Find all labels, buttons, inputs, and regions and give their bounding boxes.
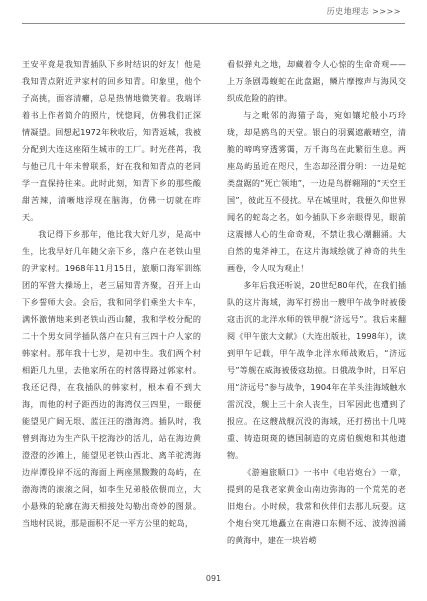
page-header <box>0 0 427 32</box>
paragraph: 与之毗邻的海猫子岛，宛如镶坨般小巧玲珑，却是鸥鸟的天堂。银白的羽翼遮蔽晴空，清脆的啼鸣穿透雾霭，万千海鸟在此繁衍生息。两座岛屿虽近在咫尺，生态却泾渭分明：一边是蛇类盘踞的“死亡领地”，一边是鸟群翱翔的“天空王国”，彼此互不侵扰。早在城里时，我便久仰世界闻名的蛇岛之名，如今插队下乡亲眼得见，眼前这震撼人心的生命奇观，不禁让我心潮翻涌。大自然的鬼斧神工，在这片海域绘就了神奇的共生画卷，令人叹为观止！ <box>227 110 406 273</box>
paragraph: 《游遍旅顺口》一书中《电岩炮台》一章，提到的是我老家黄金山南边弥海的一个荒芜的老旧炮台。小时候，我常和伙伴们去那儿玩耍。这个炮台突兀地矗立在南港口东侧不远、波涛汹涌的黄海中，建在一块岩崂 <box>227 467 406 545</box>
paragraph: 王安平竟是我知青插队下乡时结识的好友！他是我知青点附近尹家村的回乡知青。印象里，他个子高挑，面容清癯，总是热情地微笑着。我端详着书上作者简介的照片，恍惚间，仿佛我们正深情凝望。回想起1972年秋收后，知青返城，我被分配到大连这座陌生城市的工厂。时光荏苒，我与他已几十年未曾联系，好在我和知青点的老同学一直保持往来。此时此刻，知青下乡的那些酸甜苦辣，清晰地浮现在脑海，仿佛一切就在昨天。 <box>22 59 201 222</box>
header-divider <box>22 23 405 24</box>
section-title: 历史地理志 >>>> <box>326 7 401 16</box>
paragraph: 多年后我还听说，20世纪80年代，在我们插队的这片海域，海军打捞出一艘甲午战争时被倭寇击沉的北洋水师的铁甲舰“济远号”。我后来翻阅《甲午旅大文献》（大连出版社，1998年），读到甲午记载，甲午战争北洋水师战败后，“济远号”等舰在威海被倭寇劫掠。日俄战争时，日军启用“济远号”参与战争，1904年在羊头洼海域触水雷沉没，舰上三十余人丧生，日军因此也遭到了报应。在这艘战舰沉没的海域，还打捞出十几吨重、铸造斑斑的德国制造的克虏伯舰炮和其他遗物。 <box>227 280 406 460</box>
paragraph: 我记得下乡那年，他比我大好几岁，是高中生，比我早好几年随父亲下乡，落户在老铁山里的尹家村。1968年11月15日，旅顺口海军训练团的军营大操场上，老三届知青齐聚，召开上山下乡誓师大会。会后，我和同学们乘坐大卡车，满怀激情地来到老铁山西山麓，我和学校分配的二十个男女同学插队落户在只有三四十户人家的韩家村。那年我十七岁，是初中生。我们两个村相距几九里，去他家所在的村落得路过郭家村。我还记得，在我插队的韩家村，根本看不到大海，而他的村子距西边的海湾仅三四里，一眼便能望见广阔无垠、蓝汪汪的渤海湾。插队时，我曾到海边为生产队干挖海沙的活儿，站在海边黄澄澄的沙滩上，能望见老铁山西北、离羊驼湾海边岸潭役岸不远的海面上两座黑黢黢的岛屿，在渤海湾的滚滚之间，如李生兄弟般依偎而立，大小悬殊的轮廓在海天相接处勾勒出奇妙的图景。当地村民说，那是面积不足一平方公里的蛇岛， <box>22 229 201 528</box>
page-number: 091 <box>205 574 222 583</box>
right-text-column <box>227 56 406 549</box>
left-text-column <box>22 56 201 532</box>
paragraph: 看似弹丸之地，却藏着令人心惊的生命奇观——上万条剧毒蝮蛇在此盘踞，鳞片摩擦声与海风交织成危险的韵律。 <box>227 59 406 103</box>
